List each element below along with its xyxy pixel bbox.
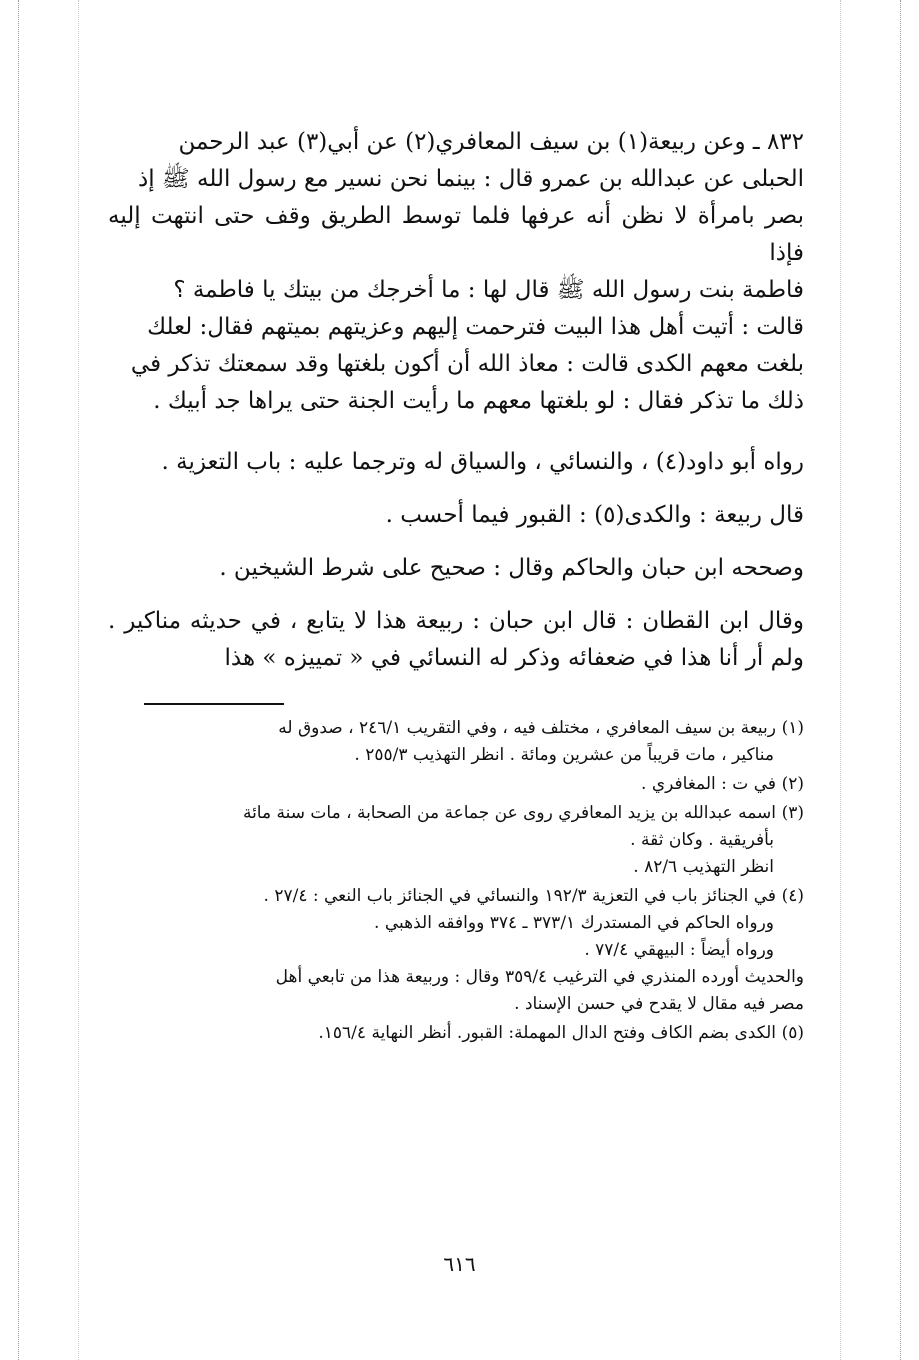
footnote-4	[108, 883, 804, 1018]
footnote-number: (٣)	[781, 803, 804, 823]
footnotes	[108, 715, 804, 1047]
narration-paragraph: رواه أبو داود(٤) ، والنسائي ، والسياق له وترجما عليه : باب التعزية .	[161, 449, 804, 475]
footnote-continuation: مناكير ، مات قريباً من عشرين ومائة . انظر التهذيب ٢٥٥/٣ .	[354, 745, 774, 765]
footnote-continuation: بأفريقية . وكان ثقة .	[630, 830, 774, 850]
hadith-line: الحبلى عن عبدالله بن عمرو قال : بينما نحن نسير مع رسول الله ﷺ إذ	[137, 166, 804, 192]
footnote-text: الكدى بضم الكاف وفتح الدال المهملة: القبور. أنظر النهاية ١٥٦/٤.	[318, 1023, 776, 1043]
footnote-5	[108, 1020, 804, 1047]
footnote-text: في الجنائز باب في التعزية ١٩٢/٣ والنسائي في الجنائز باب النعي : ٢٧/٤ .	[263, 886, 776, 906]
footnote-continuation: انظر التهذيب ٨٢/٦ .	[633, 857, 774, 877]
footnote-text: اسمه عبدالله بن يزيد المعافري روى عن جماعة من الصحابة ، مات سنة مائة	[242, 803, 776, 823]
footnote-2	[108, 771, 804, 798]
hadith-line: بلغت معهم الكدى قالت : معاذ الله أن أكون بلغتها وقد سمعتك تذكر في	[130, 351, 804, 377]
footnote-number: (٥)	[781, 1023, 804, 1043]
footnote-3	[108, 800, 804, 881]
footnote-continuation: ورواه أيضاً : البيهقي ٧٧/٤ .	[584, 940, 774, 960]
footnote-extra: والحديث أورده المنذري في الترغيب ٣٥٩/٤ وقال : وربيعة هذا من تابعي أهل	[275, 967, 804, 987]
footnote-extra: مصر فيه مقال لا يقدح في حسن الإسناد .	[514, 994, 804, 1014]
footnote-continuation: ورواه الحاكم في المستدرك ٣٧٣/١ ـ ٣٧٤ ووافقه الذهبي .	[374, 913, 774, 933]
scan-edge-right	[900, 0, 901, 1360]
footnote-1	[108, 715, 804, 769]
footnote-number: (٢)	[781, 774, 804, 794]
hadith-line: فاطمة بنت رسول الله ﷺ قال لها : ما أخرجك من بيتك يا فاطمة ؟	[173, 277, 804, 303]
scan-edge-left	[18, 0, 19, 1360]
footnote-number: (٤)	[781, 886, 804, 906]
footnote-separator	[144, 703, 284, 705]
rabia-paragraph: قال ربيعة : والكدى(٥) : القبور فيما أحسب .	[385, 502, 804, 528]
sahih-paragraph: وصححه ابن حبان والحاكم وقال : صحيح على شرط الشيخين .	[219, 555, 804, 581]
scan-edge-right-inner	[840, 0, 841, 1360]
hadith-line: ذلك ما تذكر فقال : لو بلغتها معهم ما رأيت الجنة حتى يراها جد أبيك .	[153, 388, 804, 414]
hadith-line: بصر بامرأة لا نظن أنه عرفها فلما توسط الطريق وقف حتى انتهت إليه فإذا	[108, 203, 804, 266]
page-number: ٦١٦	[443, 1252, 476, 1276]
hadith-line: ٨٣٢ ـ وعن ربيعة(١) بن سيف المعافري(٢) عن أبي(٣) عبد الرحمن	[178, 129, 804, 155]
footnote-number: (١)	[781, 718, 804, 738]
main-text	[108, 124, 804, 677]
hadith-line: قالت : أتيت أهل هذا البيت فترحمت إليهم وعزيتهم بميتهم فقال: لعلك	[147, 314, 804, 340]
footnote-text: في ت : المغافري .	[641, 774, 776, 794]
qattan-paragraph: وقال ابن القطان : قال ابن حبان : ربيعة هذا لا يتابع ، في حديثه مناكير . ولم أر أنا هذا في ضعفائه وذكر له النسائي في « تمييزه » هذا	[108, 608, 804, 671]
scan-edge-left-inner	[78, 0, 79, 1360]
book-page	[108, 124, 804, 1049]
hadith-832	[108, 124, 804, 420]
footnote-text: ربيعة بن سيف المعافري ، مختلف فيه ، وفي التقريب ٢٤٦/١ ، صدوق له	[278, 718, 776, 738]
